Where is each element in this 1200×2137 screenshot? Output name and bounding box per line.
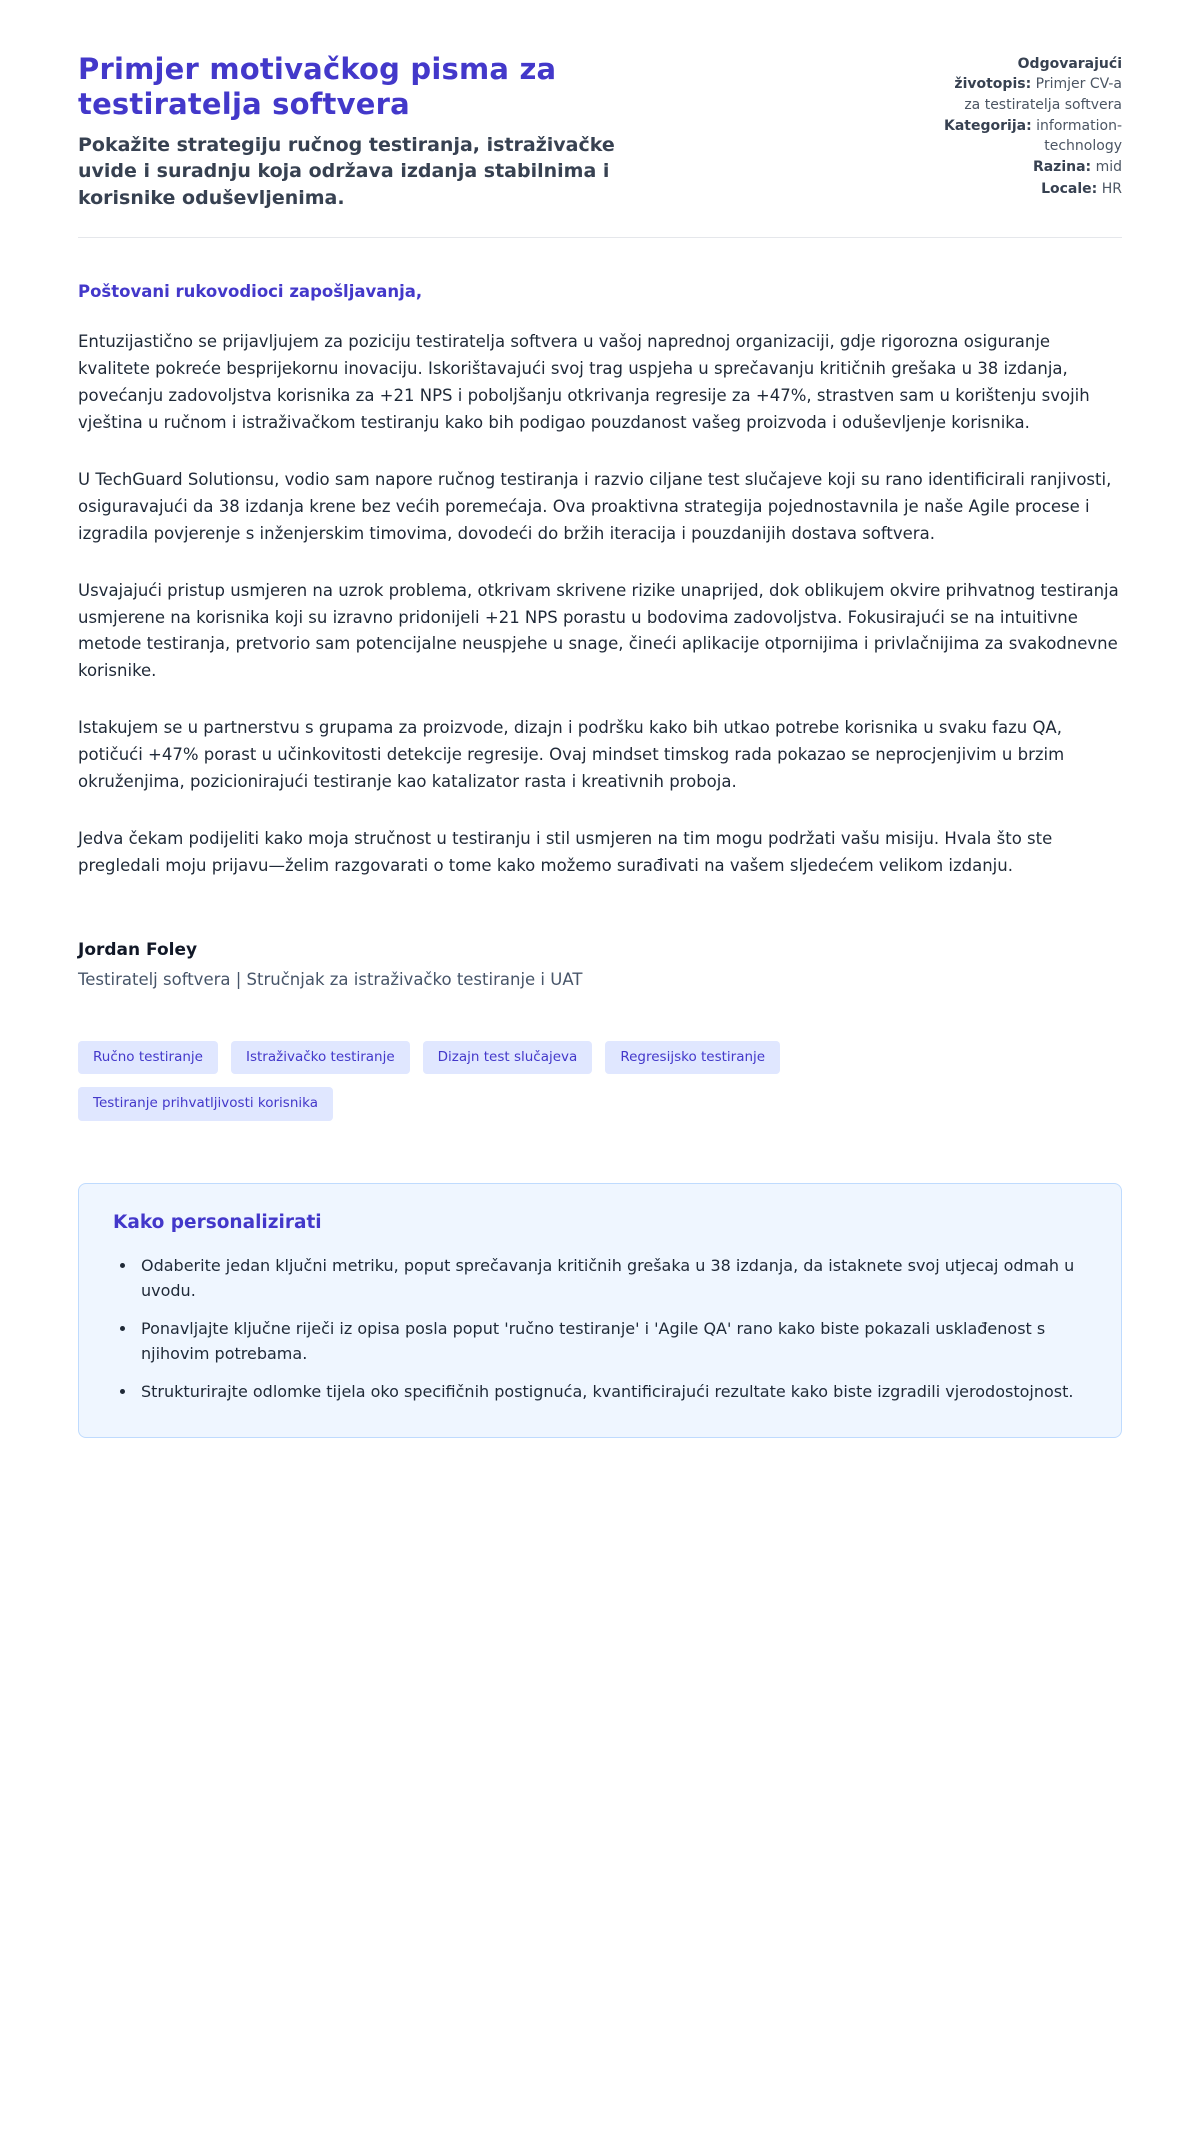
- letter-paragraph: U TechGuard Solutionsu, vodio sam napore ručnog testiranja i razvio ciljane test slučajeve koji su rano identificirali ranjivosti, osiguravajući da 38 izdanja krene bez većih poremećaja. Ova proaktivna strategija pojednostavnila je naše Agile procese i izgradila povjerenje s inženjerskim timovima, dovodeći do bržih iteracija i pouzdanijih dostava softvera.: [78, 469, 1112, 543]
- page-title: Primjer motivačkog pisma za testiratelja softvera: [78, 52, 557, 121]
- skill-tag: Istraživačko testiranje: [231, 1041, 410, 1075]
- personalization-tips-box: [78, 1183, 1122, 1438]
- skill-tag: Testiranje prihvatljivosti korisnika: [78, 1087, 333, 1121]
- skill-tags: [78, 1041, 878, 1121]
- skill-tag: Regresijsko testiranje: [605, 1041, 780, 1075]
- header: [78, 52, 1122, 211]
- signature-name: Jordan Foley: [78, 939, 198, 960]
- letter-paragraph: Istakujem se u partnerstvu s grupama za proizvode, dizajn i podršku kako bih utkao potrebe korisnika u svaku fazu QA, potičući +47% porast u učinkovitosti detekcije regresije. Ovaj mindset timskog rada pokazao se neprocjenjivim u brzim okruženjima, pozicionirajući testiranje kao katalizator rasta i kreativnih proboja.: [78, 718, 1065, 791]
- letter-paragraph: Usvajajući pristup usmjeren na uzrok problema, otkrivam skrivene rizike unaprijed, dok oblikujem okvire prihvatnog testiranja usmjerene na korisnika koji su izravno pridonijeli +21 NPS porastu u bodovima zadovoljstva. Fokusirajući se na intuitivne metode testiranja, pretvorio sam potencijalne neuspjehe u snage, čineći aplikacije otpornijima i privlačnijima za svakodnevne korisnike.: [78, 580, 1119, 681]
- meta-value: HR: [1101, 180, 1122, 197]
- meta-item-resume: [937, 54, 1122, 115]
- signature-role: Testiratelj softvera | Stručnjak za istraživačko testiranje i UAT: [78, 969, 583, 989]
- tips-list: [113, 1253, 1087, 1405]
- tips-item: • Ponavljajte ključne riječi iz opisa posla poput 'ručno testiranje' i 'Agile QA' rano kako biste pokazali usklađenost s njihovim potrebama.: [137, 1316, 1087, 1367]
- header-title-block: [78, 52, 638, 211]
- tips-item: • Strukturirajte odlomke tijela oko specifičnih postignuća, kvantificirajući rezultate kako biste izgradili vjerodostojnost.: [137, 1379, 1087, 1405]
- tips-item: • Odaberite jedan ključni metriku, poput sprečavanja kritičnih grešaka u 38 izdanja, da istaknete svoj utjecaj odmah u uvodu.: [137, 1253, 1087, 1304]
- meta-label: Odgovarajući životopis:: [954, 56, 1122, 93]
- page-subtitle: Pokažite strategiju ručnog testiranja, istraživačke uvide i suradnju koja održava izdanja stabilnima i korisnike oduševljenima.: [78, 133, 615, 209]
- skill-tag: Ručno testiranje: [78, 1041, 218, 1075]
- letter-paragraph: Jedva čekam podijeliti kako moja stručnost u testiranju i stil usmjeren na tim mogu podržati vašu misiju. Hvala što ste pregledali moju prijavu—želim razgovarati o tome kako možemo surađivati na vašem sljedećem velikom izdanju.: [78, 828, 1053, 875]
- meta-label: Razina:: [1032, 159, 1092, 176]
- meta-item-locale: [937, 179, 1122, 199]
- skill-tag: Dizajn test slučajeva: [423, 1041, 593, 1075]
- meta-value: information-technology: [1036, 117, 1122, 155]
- letter-greeting: Poštovani rukovodioci zapošljavanja,: [78, 282, 423, 302]
- meta-label: Kategorija:: [944, 117, 1032, 134]
- letter-paragraph: Entuzijastično se prijavljujem za poziciju testiratelja softvera u vašoj naprednoj organizaciji, gdje rigorozna osiguranje kvalitete pokreće besprijekornu inovaciju. Iskorištavajući svoj trag uspjeha u sprečavanju kritičnih grešaka u 38 izdanja, povećanju zadovoljstva korisnika za +21 NPS i poboljšanju otkrivanja regresije za +47%, strastven sam u korištenju svojih vještina u ručnom i istraživačkom testiranju kako bih podigao pouzdanost vašeg proizvoda i oduševljenje korisnika.: [78, 332, 1090, 433]
- letter-body: [78, 282, 1122, 988]
- meta-label: Locale:: [1041, 180, 1098, 197]
- meta-value: Primjer CV-a za testiratelja softvera: [964, 76, 1122, 113]
- tips-title: Kako personalizirati: [113, 1211, 322, 1233]
- meta-value: mid: [1095, 159, 1122, 176]
- meta-panel: [937, 52, 1122, 200]
- meta-item-level: [937, 157, 1122, 177]
- header-divider: [78, 237, 1122, 238]
- meta-item-category: [937, 116, 1122, 157]
- cover-letter-page: [78, 0, 1122, 1438]
